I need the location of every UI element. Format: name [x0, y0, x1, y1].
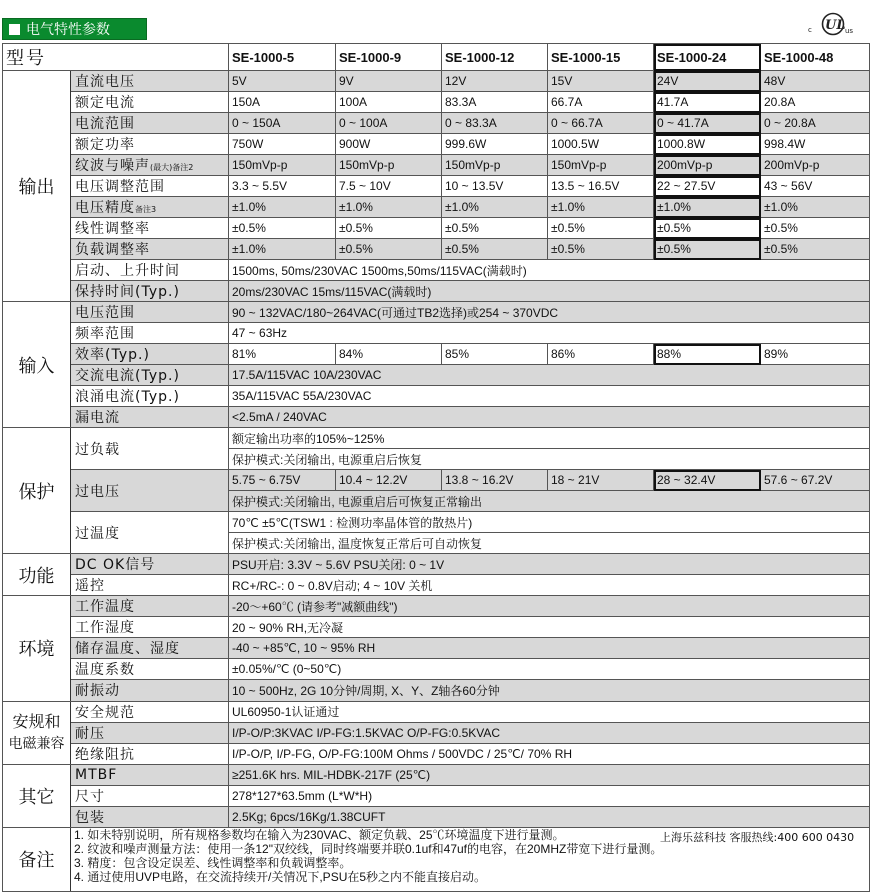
section-title-text: 电气特性参数 [26, 22, 110, 38]
note-line: 1. 如未特别说明，所有规格参数均在输入为230VAC、额定负载、25℃环境温度下进行量测。 [74, 827, 565, 842]
model-header-highlighted: SE-1000-24 [654, 44, 761, 71]
cell-span: 35A/115VAC 55A/230VAC [229, 386, 870, 407]
row-label: 包装 [71, 806, 229, 827]
cell: 0 ~ 20.8A [761, 113, 870, 134]
cell-span: 保护模式:关闭输出, 温度恢复正常后可自动恢复 [229, 533, 870, 554]
row-label: MTBF [71, 764, 229, 785]
row-label: 尺寸 [71, 785, 229, 806]
cell: ±0.5% [548, 218, 654, 239]
cell: 0 ~ 150A [229, 113, 336, 134]
cell: 18 ~ 21V [548, 470, 654, 491]
model-label: 型号 [3, 44, 229, 71]
row-label: 额定功率 [71, 134, 229, 155]
cell: 998.4W [761, 134, 870, 155]
cell-span: 17.5A/115VAC 10A/230VAC [229, 365, 870, 386]
cell: 86% [548, 344, 654, 365]
section-title [2, 18, 147, 40]
row-label: 额定电流 [71, 92, 229, 113]
cell: 66.7A [548, 92, 654, 113]
cell: 41.7A [654, 92, 761, 113]
group-environment: 环境 [3, 596, 71, 701]
ul-certification-logo [808, 12, 858, 36]
row-label: 电压调整范围 [71, 176, 229, 197]
cell: ±1.0% [229, 197, 336, 218]
cell: 200mVp-p [654, 155, 761, 176]
cell: 20.8A [761, 92, 870, 113]
cell: 28 ~ 32.4V [654, 470, 761, 491]
row-label: 绝缘阻抗 [71, 743, 229, 764]
row-label: 耐振动 [71, 680, 229, 701]
cell-span: ≥251.6K hrs. MIL-HDBK-217F (25℃) [229, 764, 870, 785]
row-label: 过电压 [71, 470, 229, 512]
cell: 10.4 ~ 12.2V [336, 470, 442, 491]
cell: ±0.5% [548, 239, 654, 260]
row-label: 温度系数 [71, 659, 229, 680]
cell: 900W [336, 134, 442, 155]
row-label: 效率(Typ.) [71, 344, 229, 365]
cell-span: I/P-O/P, I/P-FG, O/P-FG:100M Ohms / 500VDC / 25℃/ 70% RH [229, 743, 870, 764]
spec-table [2, 43, 870, 892]
model-header: SE-1000-12 [442, 44, 548, 71]
row-label: 遥控 [71, 575, 229, 596]
cell: ±1.0% [336, 197, 442, 218]
cell: 150mVp-p [548, 155, 654, 176]
cell-span: 额定输出功率的105%~125% [229, 428, 870, 449]
row-label: 安全规范 [71, 701, 229, 722]
cell: 999.6W [442, 134, 548, 155]
group-output: 输出 [3, 71, 71, 302]
row-label: 过温度 [71, 512, 229, 554]
cell: ±0.5% [654, 218, 761, 239]
cell: ±1.0% [761, 197, 870, 218]
cell: 13.5 ~ 16.5V [548, 176, 654, 197]
cell: 10 ~ 13.5V [442, 176, 548, 197]
cell: 150mVp-p [442, 155, 548, 176]
hotline-text: 上海乐兹科技 客服热线:400 600 0430 [660, 831, 855, 844]
row-label [71, 155, 229, 176]
group-safety-line2: 电磁兼容 [8, 735, 65, 752]
cell-span: 278*127*63.5mm (L*W*H) [229, 785, 870, 806]
cell: ±1.0% [654, 197, 761, 218]
cell: 1000.8W [654, 134, 761, 155]
row-label: 浪涌电流(Typ.) [71, 386, 229, 407]
cell: 83.3A [442, 92, 548, 113]
cell: 150A [229, 92, 336, 113]
row-label-note: (最大)备注2 [150, 163, 194, 173]
group-protection: 保护 [3, 428, 71, 554]
row-label: 电流范围 [71, 113, 229, 134]
cell: 85% [442, 344, 548, 365]
cell-span: 保护模式:关闭输出, 电源重启后恢复 [229, 449, 870, 470]
cell: 0 ~ 100A [336, 113, 442, 134]
cell: 81% [229, 344, 336, 365]
row-label-text: 电压精度 [75, 200, 135, 217]
cell: 150mVp-p [336, 155, 442, 176]
group-other: 其它 [3, 764, 71, 827]
cell: 5V [229, 71, 336, 92]
group-input: 输入 [3, 302, 71, 428]
cell: ±0.5% [229, 218, 336, 239]
cell: 84% [336, 344, 442, 365]
row-label: 直流电压 [71, 71, 229, 92]
row-label: 漏电流 [71, 407, 229, 428]
cell: 750W [229, 134, 336, 155]
cell-span: PSU开启: 3.3V ~ 5.6V PSU关闭: 0 ~ 1V [229, 554, 870, 575]
row-label: 线性调整率 [71, 218, 229, 239]
model-header: SE-1000-48 [761, 44, 870, 71]
cell: 88% [654, 344, 761, 365]
svg-text:c: c [808, 26, 812, 34]
svg-text:us: us [845, 27, 854, 35]
cell: ±0.5% [442, 218, 548, 239]
row-label: 耐压 [71, 722, 229, 743]
cell: ±0.5% [654, 239, 761, 260]
group-notes: 备注 [3, 827, 71, 891]
cell: ±0.5% [761, 239, 870, 260]
cell: 150mVp-p [229, 155, 336, 176]
row-label-note: 备注3 [135, 205, 157, 215]
cell-span: 70℃ ±5℃(TSW1 : 检测功率晶体管的散热片) [229, 512, 870, 533]
cell-span: 20 ~ 90% RH,无冷凝 [229, 617, 870, 638]
cell: 43 ~ 56V [761, 176, 870, 197]
group-function: 功能 [3, 554, 71, 596]
cell: 57.6 ~ 67.2V [761, 470, 870, 491]
cell: 0 ~ 66.7A [548, 113, 654, 134]
cell: 5.75 ~ 6.75V [229, 470, 336, 491]
row-label: 储存温度、湿度 [71, 638, 229, 659]
row-label: 启动、上升时间 [71, 260, 229, 281]
cell: 13.8 ~ 16.2V [442, 470, 548, 491]
cell-span: 1500ms, 50ms/230VAC 1500ms,50ms/115VAC(满载时) [229, 260, 870, 281]
row-label: 频率范围 [71, 323, 229, 344]
group-safety-line1: 安规和 [12, 711, 61, 731]
cell: ±1.0% [442, 197, 548, 218]
note-line: 3. 精度：包含设定误差、线性调整率和负载调整率。 [74, 856, 352, 870]
cell-span: 保护模式:关闭输出, 电源重启后可恢复正常输出 [229, 491, 870, 512]
cell-span: ±0.05%/℃ (0~50℃) [229, 659, 870, 680]
cell: 3.3 ~ 5.5V [229, 176, 336, 197]
cell: 1000.5W [548, 134, 654, 155]
cell-span: UL60950-1认证通过 [229, 701, 870, 722]
cell-span: 90 ~ 132VAC/180~264VAC(可通过TB2选择)或254 ~ 370VDC [229, 302, 870, 323]
note-line: 2. 纹波和噪声测量方法：使用一条12"双绞线，同时终端要并联0.1uf和47uf的电容，在20MHZ带宽下进行量测。 [74, 841, 663, 856]
model-header: SE-1000-5 [229, 44, 336, 71]
cell: ±1.0% [548, 197, 654, 218]
cell: ±0.5% [336, 218, 442, 239]
row-label: 工作温度 [71, 596, 229, 617]
row-label-text: 纹波与噪声 [75, 158, 150, 175]
row-label: 过负载 [71, 428, 229, 470]
cell: 0 ~ 41.7A [654, 113, 761, 134]
row-label: 工作湿度 [71, 617, 229, 638]
cell-span: RC+/RC-: 0 ~ 0.8V启动; 4 ~ 10V 关机 [229, 575, 870, 596]
note-line: 4. 通过使用UVP电路，在交流持续开/关情况下,PSU在5秒之内不能直接启动。 [74, 870, 487, 885]
cell: ±0.5% [442, 239, 548, 260]
cell: 89% [761, 344, 870, 365]
cell: ±0.5% [336, 239, 442, 260]
cell-span: <2.5mA / 240VAC [229, 407, 870, 428]
cell-span: -20～+60℃ (请参考"减额曲线") [229, 596, 870, 617]
cell: ±0.5% [761, 218, 870, 239]
row-label: 保持时间(Typ.) [71, 281, 229, 302]
cell-span: 10 ~ 500Hz, 2G 10分钟/周期, X、Y、Z轴各60分钟 [229, 680, 870, 701]
cell-span: 47 ~ 63Hz [229, 323, 870, 344]
model-header: SE-1000-9 [336, 44, 442, 71]
row-label: 电压范围 [71, 302, 229, 323]
cell-span: 2.5Kg; 6pcs/16Kg/1.38CUFT [229, 806, 870, 827]
model-header: SE-1000-15 [548, 44, 654, 71]
row-label [71, 197, 229, 218]
row-label: 负载调整率 [71, 239, 229, 260]
cell: ±1.0% [229, 239, 336, 260]
group-safety-emc [3, 701, 71, 764]
cell: 7.5 ~ 10V [336, 176, 442, 197]
cell: 100A [336, 92, 442, 113]
cell: 15V [548, 71, 654, 92]
svg-text:UL: UL [825, 18, 846, 33]
cell: 12V [442, 71, 548, 92]
row-label: DC OK信号 [71, 554, 229, 575]
cell-span: 20ms/230VAC 15ms/115VAC(满载时) [229, 281, 870, 302]
cell-span: -40 ~ +85℃, 10 ~ 95% RH [229, 638, 870, 659]
cell-span: I/P-O/P:3KVAC I/P-FG:1.5KVAC O/P-FG:0.5KVAC [229, 722, 870, 743]
cell: 9V [336, 71, 442, 92]
square-icon [9, 24, 20, 35]
cell: 200mVp-p [761, 155, 870, 176]
cell: 22 ~ 27.5V [654, 176, 761, 197]
row-label: 交流电流(Typ.) [71, 365, 229, 386]
cell: 48V [761, 71, 870, 92]
cell: 24V [654, 71, 761, 92]
cell: 0 ~ 83.3A [442, 113, 548, 134]
